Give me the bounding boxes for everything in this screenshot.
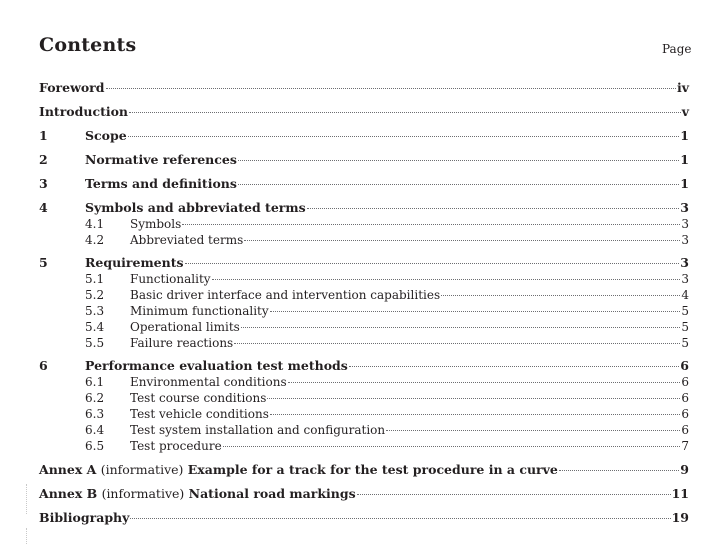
dot-leader <box>244 239 680 241</box>
entry-page: 11 <box>671 486 689 501</box>
dot-leader <box>106 87 676 89</box>
subentry-number: 5.2 <box>85 288 105 302</box>
dot-leader <box>130 517 670 519</box>
dot-leader <box>185 262 680 264</box>
entry-number: 2 <box>39 152 48 167</box>
entry-title: Symbols and abbreviated terms <box>85 200 306 215</box>
subentry-title: Abbreviated terms <box>130 233 244 247</box>
dot-leader <box>307 207 680 209</box>
entry-title: Scope <box>85 128 127 143</box>
dot-leader <box>129 111 681 113</box>
dot-leader <box>270 413 681 415</box>
entry-title: Example for a track for the test procedure in a curve <box>187 462 558 477</box>
entry-page: 3 <box>680 200 689 215</box>
entry-page: 9 <box>680 462 689 477</box>
subentry-page: 6 <box>681 375 689 389</box>
margin-mark <box>26 484 28 514</box>
toc-entry-annex-a[interactable] <box>39 462 689 478</box>
dot-leader <box>270 310 681 312</box>
entry-title: Foreword <box>39 80 105 95</box>
entry-page: 6 <box>680 358 689 373</box>
subentry-number: 5.1 <box>85 272 105 286</box>
toc-entry-foreword[interactable] <box>39 80 689 96</box>
subentry-number: 6.1 <box>85 375 105 389</box>
subentry-page: 3 <box>681 217 689 231</box>
subentry-page: 6 <box>681 407 689 421</box>
toc-subentry-test-course-conditions[interactable] <box>39 390 689 406</box>
dot-leader <box>267 397 680 399</box>
dot-leader <box>182 223 680 225</box>
annex-label: Annex A <box>39 462 97 477</box>
dot-leader <box>234 342 680 344</box>
toc-subentry-minimum-functionality[interactable] <box>39 303 689 319</box>
entry-number: 3 <box>39 176 48 191</box>
entry-page: 1 <box>680 152 689 167</box>
subentry-page: 5 <box>681 304 689 318</box>
dot-leader <box>241 326 681 328</box>
dot-leader <box>238 159 679 161</box>
toc-entry-scope[interactable] <box>39 128 689 144</box>
entry-title: Normative references <box>85 152 237 167</box>
subentry-title: Symbols <box>130 217 182 231</box>
subentry-number: 5.4 <box>85 320 105 334</box>
subentry-title: Test vehicle conditions <box>130 407 269 421</box>
subentry-page: 3 <box>681 272 689 286</box>
annex-note: (informative) <box>101 486 185 501</box>
toc-subentry-failure-reactions[interactable] <box>39 335 689 351</box>
dot-leader <box>288 381 681 383</box>
subentry-title: Test procedure <box>130 439 222 453</box>
subentry-title: Test system installation and configuration <box>130 423 386 437</box>
subentry-page: 4 <box>681 288 689 302</box>
entry-number: 5 <box>39 255 48 270</box>
subentry-title: Minimum functionality <box>130 304 269 318</box>
toc-subentry-operational-limits[interactable] <box>39 319 689 335</box>
entry-number: 1 <box>39 128 48 143</box>
entry-title: Introduction <box>39 104 129 119</box>
toc-entry-requirements[interactable] <box>39 255 689 271</box>
subentry-title: Functionality <box>130 272 211 286</box>
entry-page: 1 <box>680 176 689 191</box>
entry-title: Terms and definitions <box>85 176 237 191</box>
subentry-title: Basic driver interface and intervention capabilities <box>130 288 441 302</box>
toc-subentry-functionality[interactable] <box>39 271 689 287</box>
dot-leader <box>386 429 680 431</box>
subentry-title: Test course conditions <box>130 391 267 405</box>
page-title: Contents <box>39 34 137 56</box>
dot-leader <box>559 469 679 471</box>
subentry-number: 6.4 <box>85 423 105 437</box>
subentry-number: 5.5 <box>85 336 105 350</box>
entry-title: Bibliography <box>39 510 130 525</box>
entry-page: 19 <box>671 510 689 525</box>
dot-leader <box>357 493 671 495</box>
entry-page: 1 <box>680 128 689 143</box>
subentry-title: Environmental conditions <box>130 375 287 389</box>
toc-subentry-test-system-installation[interactable] <box>39 422 689 438</box>
subentry-page: 6 <box>681 391 689 405</box>
toc-subentry-environmental-conditions[interactable] <box>39 374 689 390</box>
table-of-contents <box>39 80 689 526</box>
margin-mark <box>26 528 28 544</box>
subentry-page: 7 <box>681 439 689 453</box>
subentry-page: 6 <box>681 423 689 437</box>
entry-title: National road markings <box>188 486 356 501</box>
dot-leader <box>212 278 681 280</box>
toc-subentry-symbols[interactable] <box>39 216 689 232</box>
entry-number: 6 <box>39 358 48 373</box>
subentry-number: 6.3 <box>85 407 105 421</box>
entry-page: 3 <box>680 255 689 270</box>
annex-note: (informative) <box>100 462 184 477</box>
dot-leader <box>223 445 681 447</box>
subentry-title: Operational limits <box>130 320 240 334</box>
dot-leader <box>238 183 679 185</box>
subentry-number: 6.2 <box>85 391 105 405</box>
annex-label: Annex B <box>39 486 98 501</box>
subentry-title: Failure reactions <box>130 336 234 350</box>
dot-leader <box>441 294 680 296</box>
toc-entry-symbols-and-abbreviated-terms[interactable] <box>39 200 689 216</box>
subentry-page: 5 <box>681 336 689 350</box>
toc-entry-terms-and-definitions[interactable] <box>39 176 689 192</box>
subentry-number: 4.1 <box>85 217 105 231</box>
subentry-page: 5 <box>681 320 689 334</box>
dot-leader <box>349 365 679 367</box>
subentry-number: 6.5 <box>85 439 105 453</box>
entry-page: v <box>681 104 689 119</box>
toc-subentry-abbreviated-terms[interactable] <box>39 232 689 248</box>
subentry-number: 4.2 <box>85 233 105 247</box>
subentry-number: 5.3 <box>85 304 105 318</box>
entry-title: Requirements <box>85 255 184 270</box>
page-column-label: Page <box>662 42 692 56</box>
toc-subentry-driver-interface[interactable] <box>39 287 689 303</box>
entry-page: iv <box>676 80 689 95</box>
subentry-page: 3 <box>681 233 689 247</box>
entry-number: 4 <box>39 200 48 215</box>
toc-entry-bibliography[interactable] <box>39 510 689 526</box>
dot-leader <box>128 135 680 137</box>
entry-title: Performance evaluation test methods <box>85 358 348 373</box>
toc-subentry-test-procedure[interactable] <box>39 438 689 454</box>
toc-entry-performance-evaluation[interactable] <box>39 358 689 374</box>
toc-entry-annex-b[interactable] <box>39 486 689 502</box>
toc-entry-introduction[interactable] <box>39 104 689 120</box>
toc-entry-normative-references[interactable] <box>39 152 689 168</box>
toc-subentry-test-vehicle-conditions[interactable] <box>39 406 689 422</box>
